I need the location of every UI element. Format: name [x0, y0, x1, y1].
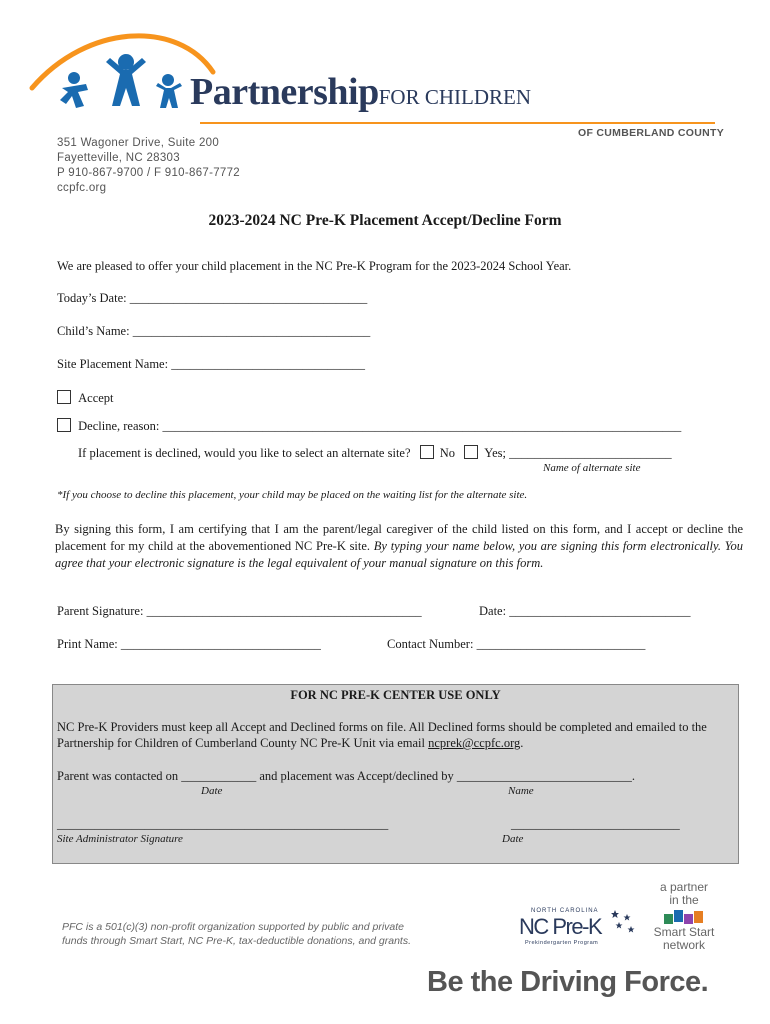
tagline: Be the Driving Force.	[427, 966, 709, 998]
org-name-suffix: FOR CHILDREN	[378, 85, 531, 109]
certification-italic: By typing your name below, you are signing this form electronically. You agree that your electronic signature is the legal equivalent of your manual signature on this form.	[55, 539, 743, 570]
intro-text: We are pleased to offer your child placement in the NC Pre-K Program for the 2023-2024 School Year.	[57, 259, 572, 273]
alternate-site-row	[78, 445, 672, 461]
childs-name-field[interactable]: Child’s Name: ______________________________________	[57, 324, 371, 338]
partner-line3: Smart Start	[653, 925, 715, 939]
pfc-note-line1: PFC is a 501(c)(3) non-profit organization supported by public and private	[62, 921, 405, 933]
ncprek-top-text: NORTH CAROLINA	[531, 908, 599, 914]
admin-date-line[interactable]: ___________________________	[511, 817, 680, 831]
org-name-main: Partnership	[190, 71, 379, 113]
smart-start-partner	[648, 881, 720, 952]
yes-field[interactable]: Yes; __________________________	[484, 446, 672, 460]
center-box-body: NC Pre-K Providers must keep all Accept and Declined forms on file. All Declined forms should be completed and emailed to the Partnership for Children of Cumberland County NC Pre-K Unit via email	[57, 720, 707, 750]
ncprek-sub-text: Prekindergarten Program	[525, 940, 599, 946]
site-placement-field[interactable]: Site Placement Name: _______________________________	[57, 357, 365, 371]
contact-number-field[interactable]: Contact Number: ___________________________	[387, 637, 646, 651]
pfc-note	[62, 920, 411, 948]
alternate-site-caption: Name of alternate site	[543, 462, 641, 474]
admin-date-caption: Date	[502, 833, 524, 845]
address-line2: Fayetteville, NC 28303	[57, 152, 180, 164]
accept-option[interactable]	[57, 390, 114, 406]
phone-fax: P 910-867-9700 / F 910-867-7772	[57, 167, 240, 179]
certification-text	[55, 521, 743, 572]
waitlist-note: *If you choose to decline this placement, your child may be placed on the waiting list for the alternate site.	[57, 489, 528, 501]
header-divider	[200, 122, 715, 124]
center-use-box	[52, 684, 739, 864]
admin-signature-caption: Site Administrator Signature	[57, 833, 183, 845]
center-box-text	[57, 719, 733, 751]
stars-icon	[609, 908, 637, 938]
signature-date-field[interactable]: Date: _____________________________	[479, 604, 691, 618]
ncprek-logo-text: NC Pre-K	[519, 914, 602, 939]
contacted-date-caption: Date	[201, 785, 223, 797]
no-label: No	[439, 446, 456, 460]
org-name	[190, 70, 531, 114]
print-name-field[interactable]: Print Name: ________________________________	[57, 637, 321, 651]
ncprek-logo	[519, 906, 639, 950]
alternate-question: If placement is declined, would you like to select an alternate site?	[78, 446, 411, 460]
admin-signature-line[interactable]: _____________________________________________________	[57, 817, 389, 831]
yes-checkbox[interactable]	[464, 445, 478, 459]
decline-checkbox[interactable]	[57, 418, 71, 432]
center-box-text-end: .	[520, 736, 524, 750]
center-box-heading: FOR NC PRE-K CENTER USE ONLY	[290, 688, 501, 702]
smart-start-blocks-icon	[664, 908, 704, 926]
decline-option[interactable]	[57, 418, 681, 434]
center-email-link[interactable]: ncprek@ccpfc.org	[428, 736, 521, 750]
decline-label[interactable]: Decline, reason: ___________________________________________________________________________________	[78, 419, 682, 433]
contacted-name-caption: Name	[508, 785, 534, 797]
accept-checkbox[interactable]	[57, 390, 71, 404]
todays-date-field[interactable]: Today’s Date: ______________________________________	[57, 291, 368, 305]
no-checkbox[interactable]	[420, 445, 434, 459]
contacted-line[interactable]: Parent was contacted on ____________ and placement was Accept/declined by ____________________________.	[57, 769, 636, 783]
county-label: OF CUMBERLAND COUNTY	[578, 127, 724, 139]
partner-line4: network	[662, 938, 706, 952]
partner-line2: in the	[669, 893, 699, 907]
accept-label: Accept	[78, 391, 114, 405]
parent-signature-field[interactable]: Parent Signature: ____________________________________________	[57, 604, 422, 618]
address-line1: 351 Wagoner Drive, Suite 200	[57, 137, 220, 149]
pfc-note-line2: funds through Smart Start, NC Pre-K, tax-deductible donations, and grants.	[62, 935, 412, 947]
form-title: 2023-2024 NC Pre-K Placement Accept/Decline Form	[208, 212, 562, 229]
certification-normal: By signing this form, I am certifying that I am the parent/legal caregiver of the child listed on this form, and I accept or decline the placement for my child at the abovementioned NC Pre-K site.	[55, 522, 743, 553]
org-address	[57, 136, 240, 196]
partner-line1: a partner	[659, 880, 709, 894]
website-link[interactable]: ccpfc.org	[57, 182, 107, 194]
